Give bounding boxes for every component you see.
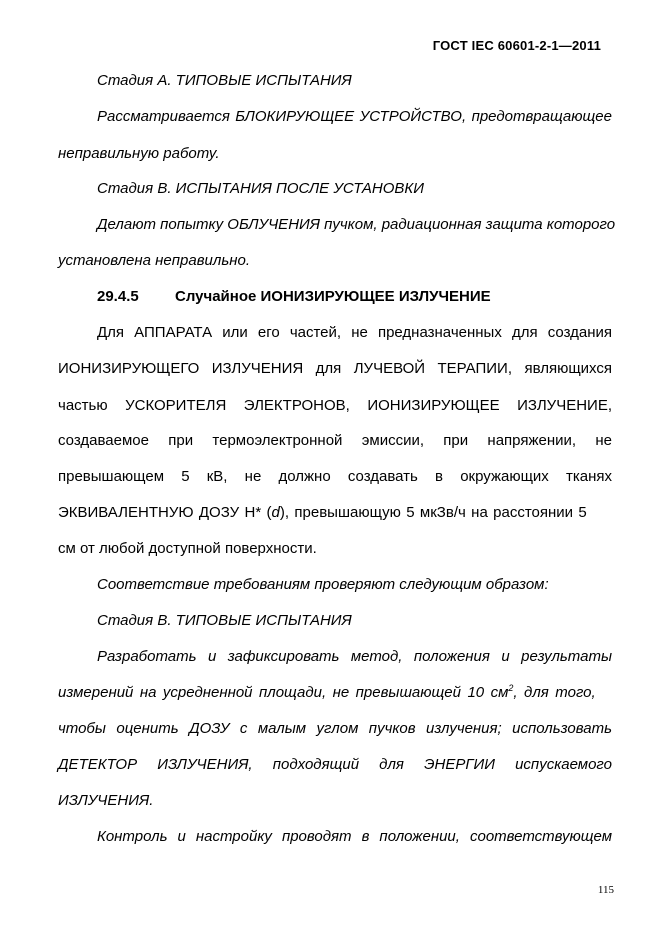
stage-b-type-tests: Стадия В. ТИПОВЫЕ ИСПЫТАНИЯ bbox=[97, 612, 352, 629]
text-line bbox=[58, 684, 612, 702]
text-line: установлена неправильно. bbox=[58, 252, 250, 269]
text-line: Разработать и зафиксировать метод, положения и результаты bbox=[97, 648, 612, 665]
superscript: 2 bbox=[508, 683, 514, 693]
text-line: создаваемое при термоэлектронной эмиссии, при напряжении, не bbox=[58, 432, 612, 449]
text-line: ИЗЛУЧЕНИЯ. bbox=[58, 792, 154, 809]
compliance-statement: Соответствие требованиям проверяют следующим образом: bbox=[97, 576, 549, 593]
text-line: чтобы оценить ДОЗУ с малым углом пучков излучения; использовать bbox=[58, 720, 612, 737]
text-line: Делают попытку ОБЛУЧЕНИЯ пучком, радиационная защита которого bbox=[97, 216, 616, 233]
variable-d: d bbox=[271, 504, 280, 521]
text-line: Рассматривается БЛОКИРУЮЩЕЕ УСТРОЙСТВО, предотвращающее bbox=[97, 108, 612, 125]
text-line: ИОНИЗИРУЮЩЕГО ИЗЛУЧЕНИЯ для ЛУЧЕВОЙ ТЕРАПИИ, являющихся bbox=[58, 360, 612, 377]
section-heading bbox=[97, 288, 612, 306]
text-fragment: ЭКВИВАЛЕНТНУЮ ДОЗУ Н* ( bbox=[58, 504, 272, 521]
section-title: Случайное ИОНИЗИРУЮЩЕЕ ИЗЛУЧЕНИЕ bbox=[175, 288, 491, 305]
stage-a-heading: Стадия А. ТИПОВЫЕ ИСПЫТАНИЯ bbox=[97, 72, 352, 89]
document-header: ГОСТ IEC 60601-2-1—2011 bbox=[432, 38, 601, 53]
text-line: частью УСКОРИТЕЛЯ ЭЛЕКТРОНОВ, ИОНИЗИРУЮЩЕЕ ИЗЛУЧЕНИЕ, bbox=[58, 397, 612, 414]
section-number: 29.4.5 bbox=[97, 288, 139, 305]
text-fragment: , для того, bbox=[513, 684, 596, 701]
text-line: неправильную работу. bbox=[58, 145, 220, 162]
stage-b-heading: Стадия В. ИСПЫТАНИЯ ПОСЛЕ УСТАНОВКИ bbox=[97, 180, 424, 197]
text-fragment: ), превышающую 5 мкЗв/ч на расстоянии 5 bbox=[279, 504, 587, 521]
text-line bbox=[58, 504, 612, 522]
text-line: Контроль и настройку проводят в положении, соответствующем bbox=[97, 828, 612, 845]
text-line: ДЕТЕКТОР ИЗЛУЧЕНИЯ, подходящий для ЭНЕРГИИ испускаемого bbox=[58, 756, 612, 773]
text-line: Для АППАРАТА или его частей, не предназначенных для создания bbox=[97, 324, 612, 341]
page-number: 115 bbox=[597, 884, 614, 896]
text-line: превышающем 5 кВ, не должно создавать в окружающих тканях bbox=[58, 468, 612, 485]
text-line: см от любой доступной поверхности. bbox=[58, 540, 317, 557]
text-fragment: измерений на усредненной площади, не превышающей 10 см bbox=[58, 684, 509, 701]
